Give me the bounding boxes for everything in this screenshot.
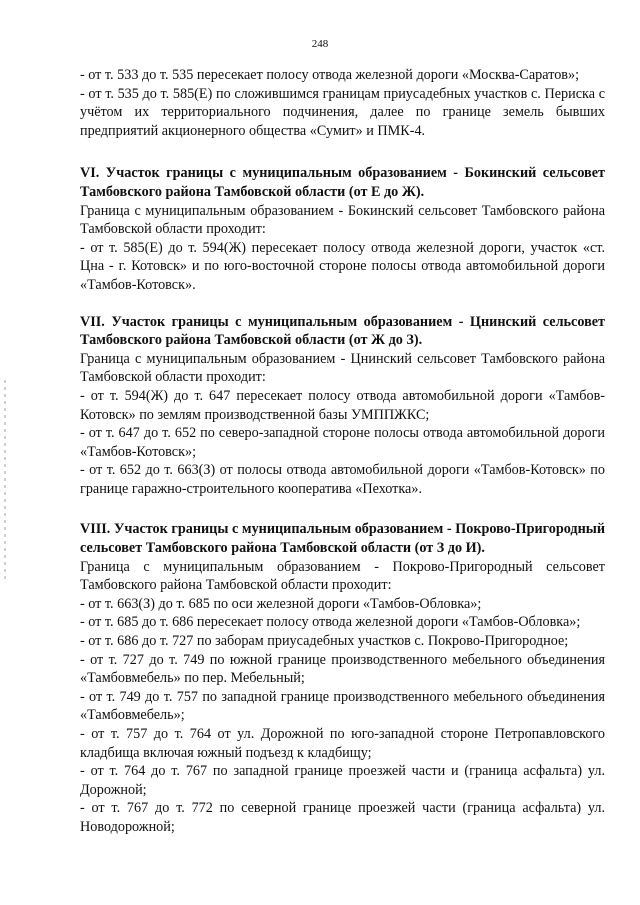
- section-item: - от т. 757 до т. 764 от ул. Дорожной по юго-западной стороне Петропавловского кладбища включая южный подъезд к кладбищу;: [80, 726, 605, 761]
- section-lead: Граница с муниципальным образованием - Цнинский сельсовет Тамбовского района Тамбовской области проходит:: [80, 350, 605, 386]
- section-item: - от т. 585(Е) до т. 594(Ж) пересекает полосу отвода железной дороги, участок «ст. Цна - г. Котовск» и по юго-восточной стороне полосы отвода автомобильной дороги «Тамбов-Котовск».: [80, 239, 605, 293]
- intro-item: - от т. 535 до т. 585(Е) по сложившимся границам приусадебных участков с. Периска с учётом их территориального подчинения, далее по границе земель бывших предприятий акционерного общества «Сумит» и ПМК-4.: [80, 85, 605, 139]
- section-item: - от т. 767 до т. 772 по северной границе проезжей части (граница асфальта) ул. Новодорожной;: [80, 800, 605, 835]
- document-body: [80, 66, 605, 837]
- section-item: - от т. 652 до т. 663(З) от полосы отвода автомобильной дороги «Тамбов-Котовск» по границе гаражно-строительного кооператива «Пехотка».: [80, 462, 605, 497]
- page-number: 248: [311, 38, 329, 50]
- scan-edge-mark: [4, 380, 6, 580]
- section-title: VII. Участок границы с муниципальным образованием - Цнинский сельсовет Тамбовского района Тамбовской области (от Ж до З).: [80, 313, 605, 349]
- section-item: - от т. 686 до т. 727 по заборам приусадебных участков с. Покрово-Пригородное;: [80, 633, 569, 650]
- section-item: - от т. 727 до т. 749 по южной границе производственного мебельного объединения «Тамбовмебель» по пер. Мебельный;: [80, 651, 605, 687]
- intro-item: - от т. 533 до т. 535 пересекает полосу отвода железной дороги «Москва-Саратов»;: [80, 67, 580, 83]
- section-vii: [80, 313, 605, 499]
- section-item: - от т. 764 до т. 767 по западной границе проезжей части и (граница асфальта) ул. Дорожной;: [80, 763, 605, 798]
- section-item: - от т. 749 до т. 757 по западной границе производственного мебельного объединения «Тамбовмебель»;: [80, 688, 605, 724]
- section-lead: Граница с муниципальным образованием - Покрово-Пригородный сельсовет Тамбовского района Тамбовской области проходит:: [80, 558, 605, 594]
- section-title: VIII. Участок границы с муниципальным образованием - Покрово-Пригородный сельсовет Тамбовского района Тамбовской области (от З до И).: [80, 521, 605, 557]
- section-title: VI. Участок границы с муниципальным образованием - Бокинский сельсовет Тамбовского района Тамбовской области (от Е до Ж).: [80, 165, 605, 200]
- section-viii: [80, 520, 605, 836]
- section-item: - от т. 647 до т. 652 по северо-западной стороне полосы отвода автомобильной дороги «Тамбов-Котовск»;: [80, 425, 605, 460]
- section-item: - от т. 685 до т. 686 пересекает полосу отвода железной дороги «Тамбов-Обловка»;: [80, 614, 581, 631]
- section-vi: [80, 164, 605, 294]
- section-item: - от т. 663(З) до т. 685 по оси железной дороги «Тамбов-Обловка»;: [80, 595, 482, 612]
- section-item: - от т. 594(Ж) до т. 647 пересекает полосу отвода автомобильной дороги «Тамбов-Котовск» по землям производственной базы УМППЖКС;: [80, 387, 605, 423]
- section-lead: Граница с муниципальным образованием - Бокинский сельсовет Тамбовского района Тамбовской области проходит:: [80, 202, 605, 238]
